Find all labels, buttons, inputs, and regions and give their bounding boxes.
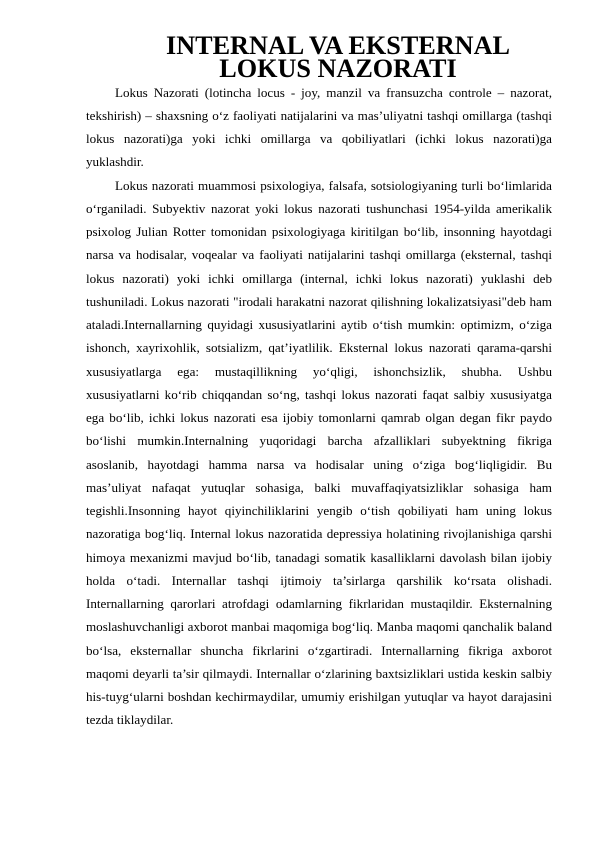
document-page (86, 31, 552, 732)
paragraph-body: Lokus nazorati muammosi psixologiya, falsafa, sotsiologiyaning turli boʻlimlarida oʻrganiladi. Subyektiv nazorat yoki lokus nazorati tushunchasi 1954-yilda amerikalik psixolog Julian Rotter tomonidan psixologiyaga kiritilgan boʻlib, insonning hayotdagi narsa va hodisalar, voqealar va faoliyati natijalarini tashqi omillarga (eksternal, tashqi lokus nazorati) yoki ichki omillarga (internal, ichki lokus nazorati) yuklashi deb tushuniladi. Lokus nazorati "irodali harakatni nazorat qilishning lokalizatsiyasi"deb ham ataladi.Internallarning quyidagi xususiyatlarini aytib oʻtish mumkin: optimizm, oʻziga ishonch, xayrixohlik, sotsializm, qat’iyatlilik. Eksternal lokus nazorati qarama-qarshi xususiyatlarga ega: mustaqillikning yoʻqligi, ishonchsizlik, shubha. Ushbu xususiyatlarni koʻrib chiqqandan soʻng, tashqi lokus nazorati faqat salbiy xususiyatga ega boʻlib, ichki lokus nazorati esa ijobiy tomonlarni qamrab olgan degan fikr paydo boʻlishi mumkin.Internalning yuqoridagi barcha afzalliklari subyektning fikriga asoslanib, hayotdagi hamma narsa va hodisalar uning oʻziga bogʻliqligidir. Bu mas’uliyat nafaqat yutuqlar sohasiga, balki muvaffaqiyatsizliklar sohasiga ham tegishli.Insonning hayot qiyinchiliklarini yengib oʻtish qobiliyati ham uning lokus nazoratiga bogʻliq. Internal lokus nazoratida depressiya holatining rivojlanishiga qarshi himoya mexanizmi mavjud boʻlib, tanadagi somatik kasalliklarni davolash bilan ijobiy holda oʻtadi. Internallar tashqi ijtimoiy ta’sirlarga qarshilik koʻrsata olishadi. Internallarning qarorlari atrofdagi odamlarning fikrlaridan mustaqildir. Eksternalning moslashuvchanligi axborot manbai maqomiga bogʻliq. Manba maqomi qanchalik baland boʻlsa, eksternallar shuncha fikrlarini oʻzgartiradi. Internallarning fikriga axborot maqomi deyarli ta’sir qilmaydi. Internallar oʻzlarining baxtsizliklari ustida keskin salbiy his-tuygʻularni boshdan kechirmaydilar, umumiy erishilgan yutuqlar va hayot darajasini tezda tiklaydilar. (86, 177, 552, 728)
document-title: INTERNAL VA EKSTERNAL LOKUS NAZORATI (166, 31, 510, 84)
paragraph-definition: Lokus Nazorati (lotincha locus - joy, manzil va fransuzcha controle – nazorat, tekshirish) – shaxsning oʻz faoliyati natijalarini va mas’uliyatni tashqi omillarga (tashqi lokus nazorati)ga yoki ichki omillarga va qobiliyatlari (ichki lokus nazorati)ga yuklashdir. (86, 84, 552, 170)
